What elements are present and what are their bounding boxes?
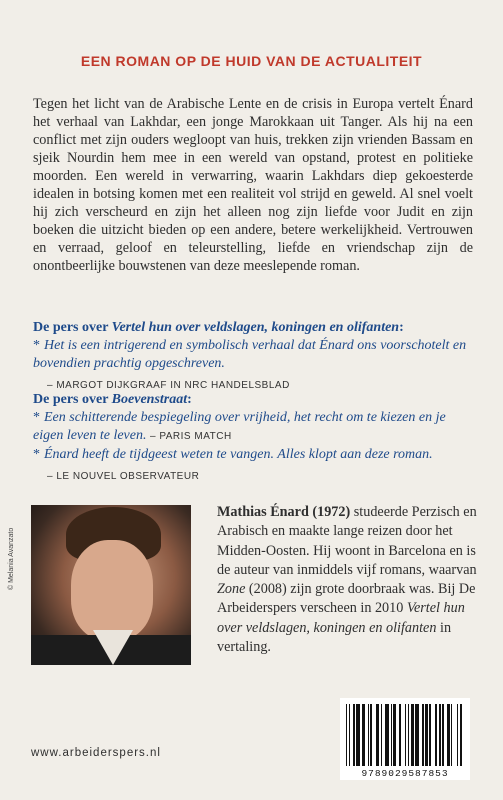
press-section-2 [33, 391, 478, 486]
author-bio [217, 503, 477, 657]
press-source: – MARGOT DIJKGRAAF IN NRC HANDELSBLAD [47, 380, 290, 391]
author-photo [31, 505, 191, 665]
press-heading-suffix: : [187, 392, 192, 407]
asterisk-icon: * [33, 338, 40, 353]
press-heading-title: Vertel hun over veldslagen, koningen en olifanten [111, 320, 400, 335]
press-section-1 [33, 319, 478, 395]
author-face [71, 540, 153, 640]
press-quote-text: Het is een intrigerend en symbolisch verhaal dat Énard ons voorschotelt en bovendien prachtig opgeschreven. [33, 338, 467, 371]
isbn-number: 9789029587853 [361, 768, 449, 779]
bio-text: in vertaling. [217, 619, 452, 656]
publisher-website[interactable]: www.arbeiderspers.nl [31, 747, 161, 759]
press-quote-text: Énard heeft de tijdgeest weten te vangen. Alles klopt aan deze roman. [44, 447, 433, 462]
barcode-bars [346, 704, 464, 766]
press-heading-title: Boevenstraat [111, 392, 188, 407]
headline: EEN ROMAN OP DE HUID VAN DE ACTUALITEIT [80, 53, 423, 69]
bio-book-title: Vertel hun over veldslagen, koningen en olifanten [217, 600, 465, 636]
press-source: – LE NOUVEL OBSERVATEUR [47, 471, 200, 482]
asterisk-icon: * [33, 447, 40, 462]
bio-text: studeerde Perzisch en Arabisch en maakte lange reizen door het Midden-Oosten. Hij woont in Barcelona en is de auteur van inmiddels vijf romans, waarvan [217, 504, 477, 578]
press-heading-prefix: De pers over [33, 392, 112, 407]
barcode-space [462, 704, 463, 766]
press-heading [33, 391, 478, 409]
bio-book-zone: Zone [217, 581, 246, 598]
photo-credit: © Melania Avanzato [8, 527, 15, 590]
book-blurb: Tegen het licht van de Arabische Lente en de crisis in Europa vertelt Énard het verhaal van Lakhdar, een jonge Marokkaan uit Tanger. Als hij na een conflict met zijn ouders wegloopt van huis, trekken zijn vrienden Bassam en sjeik Nourdin hem mee in een wereld van opstand, protest en politieke moorden. Een wereld in verwarring, waarin Lakhdars diep gekoesterde idealen in botsing komen met een realiteit vol strijd en geweld. Al snel voelt hij zich verscheurd en zijn het alleen nog zijn liefde voor Judit en zijn boeken die uitzicht bieden op een andere, betere werkelijkheid. Vertrouwen en verraad, geloof en teleurstelling, liefde en vriendschap zijn de onontbeerlijke bouwstenen van deze meeslepende roman. [33, 96, 473, 274]
author-name: Mathias Énard (1972) [217, 504, 351, 520]
press-heading-suffix: : [399, 320, 404, 335]
press-quote [33, 446, 478, 464]
press-heading [33, 319, 478, 337]
press-source: – PARIS MATCH [149, 431, 232, 442]
isbn-barcode [340, 698, 470, 780]
asterisk-icon: * [33, 410, 40, 425]
bio-text: (2008) zijn grote doorbraak was. Bij De Arbeiderspers verscheen in 2010 [217, 581, 476, 617]
press-quote [33, 337, 478, 373]
press-quote [33, 409, 478, 446]
cover-top-band [0, 0, 503, 50]
press-heading-prefix: De pers over [33, 320, 112, 335]
press-quote-text: Een schitterende bespiegeling over vrijheid, het recht om te kiezen en je eigen leven te leven. [33, 410, 446, 443]
press-source-row [33, 467, 478, 486]
